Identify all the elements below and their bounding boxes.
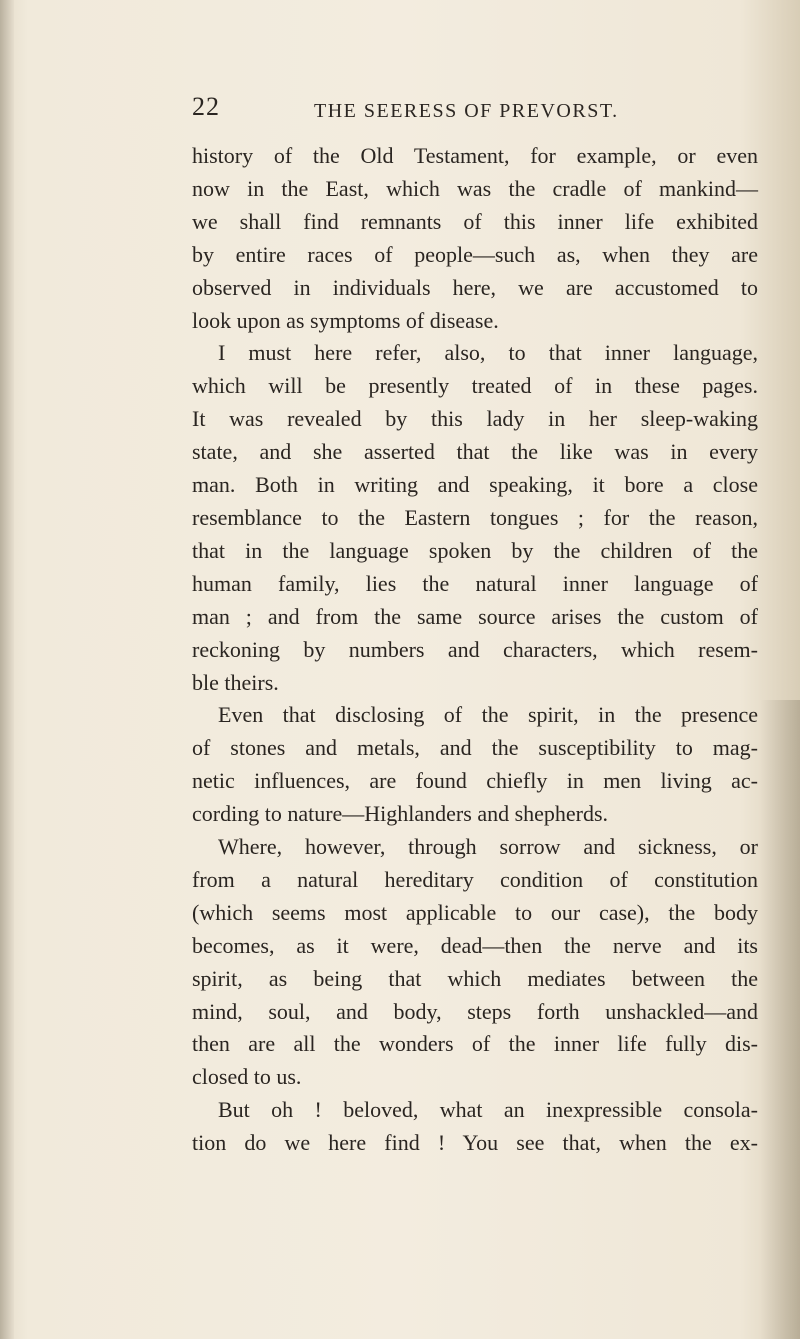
text-line: from a natural hereditary condition of constitution bbox=[192, 866, 758, 892]
text-line: (which seems most applicable to our case), the body bbox=[192, 899, 758, 925]
text-line: of stones and metals, and the susceptibility to mag- bbox=[192, 735, 758, 761]
text-line: observed in individuals here, we are accustomed to bbox=[192, 274, 758, 300]
text-line: mind, soul, and body, steps forth unshackled—and bbox=[192, 998, 758, 1024]
body-text bbox=[192, 140, 758, 1160]
text-line: then are all the wonders of the inner life fully dis- bbox=[192, 1031, 758, 1057]
text-line: history of the Old Testament, for example, or even bbox=[192, 143, 758, 168]
page-gutter bbox=[0, 0, 14, 1339]
text-line: now in the East, which was the cradle of mankind— bbox=[192, 175, 758, 201]
text-line: cording to nature—Highlanders and shepherds. bbox=[192, 801, 609, 827]
text-line: man ; and from the same source arises the custom of bbox=[192, 603, 758, 629]
page-edge-shadow bbox=[760, 700, 800, 1339]
text-line: by entire races of people—such as, when they are bbox=[192, 241, 758, 267]
text-line: state, and she asserted that the like was in every bbox=[192, 439, 758, 465]
text-line: Where, however, through sorrow and sickness, or bbox=[218, 834, 758, 860]
page-header bbox=[0, 92, 800, 126]
text-line: I must here refer, also, to that inner language, bbox=[218, 340, 758, 366]
text-line: we shall find remnants of this inner life exhibited bbox=[192, 208, 758, 234]
text-line: tion do we here find ! You see that, when the ex- bbox=[192, 1130, 758, 1156]
running-title: THE SEERESS OF PREVORST. bbox=[314, 100, 619, 122]
text-line: resemblance to the Eastern tongues ; for the reason, bbox=[192, 504, 758, 530]
text-line: closed to us. bbox=[192, 1064, 302, 1090]
text-line: spirit, as being that which mediates between the bbox=[192, 965, 758, 991]
text-line: netic influences, are found chiefly in men living ac- bbox=[192, 768, 758, 794]
text-line: Even that disclosing of the spirit, in the presence bbox=[218, 702, 758, 728]
text-line: It was revealed by this lady in her sleep-waking bbox=[192, 406, 758, 432]
text-line: becomes, as it were, dead—then the nerve and its bbox=[192, 932, 758, 958]
text-line: reckoning by numbers and characters, which resem- bbox=[192, 636, 758, 662]
text-line: which will be presently treated of in these pages. bbox=[192, 373, 758, 399]
text-line: man. Both in writing and speaking, it bore a close bbox=[192, 472, 758, 498]
text-line: human family, lies the natural inner language of bbox=[192, 570, 758, 596]
page-number: 22 bbox=[192, 92, 220, 121]
text-line: look upon as symptoms of disease. bbox=[192, 307, 499, 333]
text-line: But oh ! beloved, what an inexpressible consola- bbox=[218, 1097, 758, 1123]
text-line: that in the language spoken by the children of the bbox=[192, 537, 758, 563]
text-line: ble theirs. bbox=[192, 669, 279, 695]
